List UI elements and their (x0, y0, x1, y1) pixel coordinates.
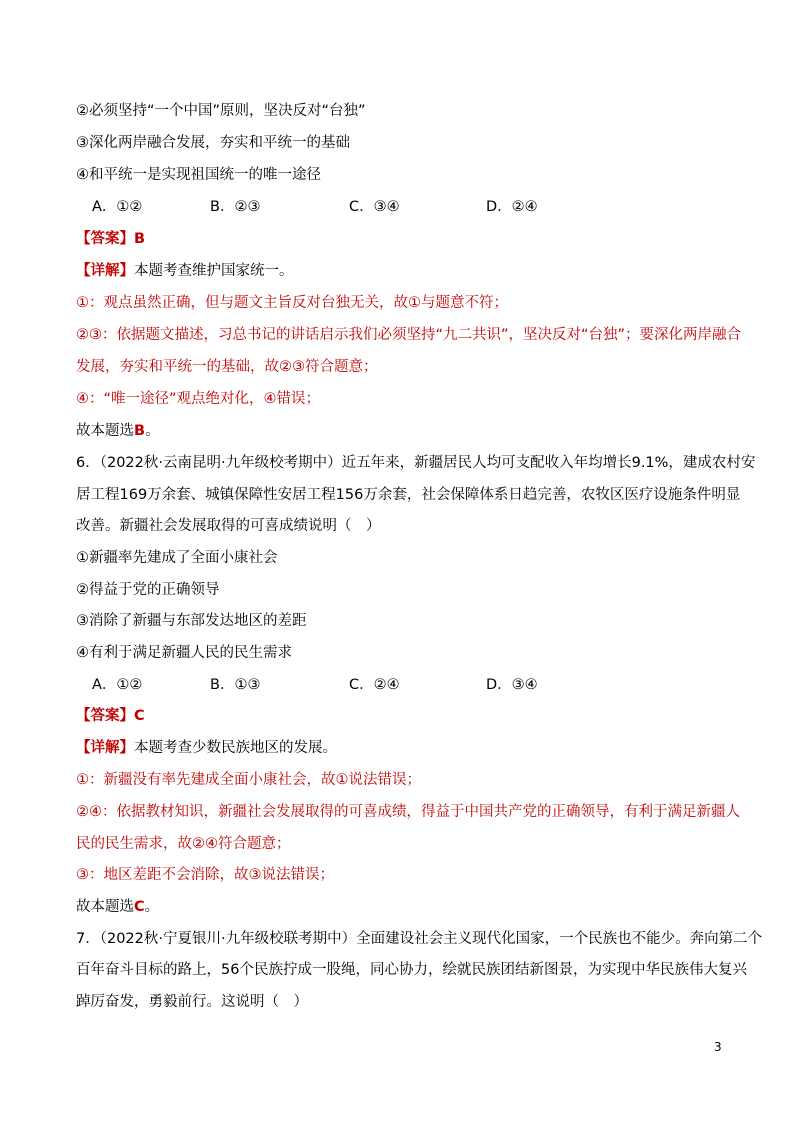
q6-stem-2: 居工程169万余套、城镇保障性安居工程156万余套，社会保障体系日趋完善，农牧区医疗设施条件明显 (76, 487, 741, 503)
q5-choice-b: B．②③ (210, 199, 261, 215)
q5-answer (76, 229, 726, 249)
q6-choice-c: C．②④ (349, 677, 400, 693)
q5-detail-3: ④：“唯一途径”观点绝对化，④错误； (76, 391, 321, 407)
detail-label: 【详解】 (76, 263, 134, 279)
q5-detail-2a: ②③：依据题文描述，习总书记的讲话启示我们必须坚持“九二共识”，坚决反对“台独”；要深化两岸融合 (76, 327, 742, 343)
q6-conclusion (76, 897, 726, 917)
q5-detail-1: ①：观点虽然正确，但与题文主旨反对台独无关，故①与题意不符； (76, 295, 508, 311)
q5-option-4: ④和平统一是实现祖国统一的唯一途径 (76, 167, 321, 183)
detail-intro: 本题考查维护国家统一。 (134, 263, 294, 279)
q6-detail-3: ③：地区差距不会消除，故③说法错误； (76, 867, 334, 883)
conclusion-answer: B (134, 423, 146, 439)
q5-choice-c: C．③④ (349, 199, 400, 215)
q6-detail-2a: ②④：依据教材知识，新疆社会发展取得的可喜成绩，得益于中国共产党的正确领导，有利于满足新疆人 (76, 804, 740, 820)
answer-label: 【答案】 (76, 231, 134, 247)
q6-detail-1: ①：新疆没有率先建成全面小康社会，故①说法错误； (76, 772, 421, 788)
q5-detail (76, 261, 726, 281)
answer-value: C (134, 708, 145, 724)
q5-detail-2b: 发展，夯实和平统一的基础，故②③符合题意； (76, 359, 378, 375)
q7-stem-3: 踔厉奋发，勇毅前行。这说明（ ） (76, 994, 308, 1010)
q6-option-3: ③消除了新疆与东部发达地区的差距 (76, 613, 307, 629)
conclusion-prefix: 故本题选 (76, 423, 134, 439)
q6-detail-2b: 民的民生需求，故②④符合题意； (76, 836, 291, 852)
q6-choice-a: A．①② (92, 677, 143, 693)
q5-choice-d: D．②④ (486, 199, 538, 215)
conclusion-prefix: 故本题选 (76, 899, 134, 915)
answer-label: 【答案】 (76, 708, 134, 724)
q7-stem-2: 百年奋斗目标的路上，56个民族拧成一股绳，同心协力，绘就民族团结新图景，为实现中华民族伟大复兴 (76, 962, 747, 978)
q6-detail (76, 738, 726, 758)
q5-conclusion (76, 421, 726, 441)
answer-value: B (134, 231, 146, 247)
detail-label: 【详解】 (76, 740, 134, 756)
q6-option-1: ①新疆率先建成了全面小康社会 (76, 550, 278, 566)
q6-stem-3: 改善。新疆社会发展取得的可喜成绩说明（ ） (76, 518, 381, 534)
page-number: 3 (714, 1040, 722, 1054)
q6-answer (76, 706, 726, 726)
q6-choice-d: D．③④ (486, 677, 538, 693)
conclusion-suffix: 。 (145, 423, 160, 439)
conclusion-suffix: 。 (144, 899, 160, 915)
q5-option-2: ②必须坚持“一个中国”原则，坚决反对“台独” (76, 103, 366, 119)
q5-choice-a: A．①② (92, 199, 143, 215)
q7-stem-1: 7．（2022秋·宁夏银川·九年级校联考期中）全面建设社会主义现代化国家，一个民族也不能少。奔向第二个 (76, 931, 763, 947)
q5-option-3: ③深化两岸融合发展，夯实和平统一的基础 (76, 135, 350, 151)
q6-option-2: ②得益于党的正确领导 (76, 582, 220, 598)
conclusion-answer: C (134, 899, 145, 915)
q6-option-4: ④有利于满足新疆人民的民生需求 (76, 645, 292, 661)
q6-choice-b: B．①③ (210, 677, 261, 693)
detail-intro: 本题考查少数民族地区的发展。 (134, 740, 337, 756)
q6-stem-1: 6．（2022秋·云南昆明·九年级校考期中）近五年来，新疆居民人均可支配收入年均增长9.1%，建成农村安 (76, 455, 756, 471)
